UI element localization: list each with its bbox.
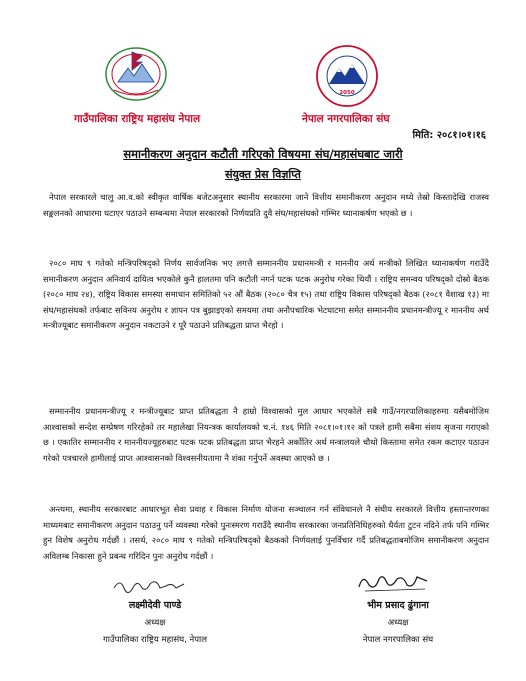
right-org-name: नेपाल नगरपालिका संघ (302, 113, 390, 125)
signatory-name: लक्ष्मीदेवी पाण्डे (128, 600, 182, 611)
village-federation-logo (104, 44, 168, 104)
left-signatory (80, 598, 230, 645)
paragraph-3: सम्माननीय प्रधानमन्त्रीज्यू र मन्त्रीज्यूबाट प्राप्त प्रतिबद्धता नै हाम्रो विश्वासको मुल आधार भएकोले सबै गाउँ/नगरपालिकाहरुमा यसैबमोजिम आश्वासको सन्देश सम्प्रेषण गरिरहेको तर महालेखा नियन्त्रक कार्यालयको च.नं. १४६ मिति २०८१।०१।१२ को पत्रले हामी सबैमा संशय सृजना गराएको छ । एकातिर सम्माननीय र माननीयज्यूहरुबाट पटक पटक प्रतिबद्धता प्राप्त भैरहने अर्कोतिर अर्थ मन्त्रालयले चौथो किस्तामा समेत रकम कटाएर पठाउन गरेको पत्रचारले हामीलाई प्राप्त आश्वासनको विश्वसनीयतामा नै शंका गर्नुपर्ने अवस्था आएको छ । (43, 406, 489, 463)
signatory-org: नेपाल नगरपालिका संघ (362, 635, 434, 645)
logo-year-text: 2050 (339, 90, 355, 96)
right-signature-mark (355, 569, 435, 595)
paragraph-4: अन्त्यमा, स्थानीय सरकारबाट आधारभूत सेवा प्रवाह र विकास निर्माण योजना सञ्चालन गर्न संविधानले नै संघीय सरकारले वित्तीय हस्तान्तरणका माध्यमबाट समानीकरण अनुदान पठाउनु पर्ने व्यवस्था गरेको पुनःस्मरण गराउँदै स्थानीय सरकारका जनप्रतिनिधिहरुको धैर्यता टुटन नदिने तर्फ पनि गम्भिर हुन विशेष अनुरोध गर्दछौं । तसर्थ, २०८० माघ ९ गतेको मन्त्रिपरिषद्को बैठकको निर्णयलाई पुनर्विचार गर्दै प्रतिबद्धताबमोजिम समानीकरण अनुदान अविलम्ब निकासा हुने प्रबन्ध गरिदिन पुनः अनुरोध गर्दछौं । (43, 504, 489, 561)
paragraph-1: नेपाल सरकारले चालु आ.व.को स्वीकृत वार्षिक बजेटअनुसार स्थानीय सरकारमा जाने वित्तीय समानीकरण अनुदान मध्ये तेस्रो किस्तादेखि राजस्व सङ्कलनको आधारमा घटाएर पठाउने सम्बन्धमा नेपाल सरकारको निर्णयप्रति दुवै संघ/महासंघको गम्भिर ध्यानाकर्षण भएको छ । (43, 192, 489, 218)
right-signatory (323, 598, 473, 645)
left-signature-mark (110, 574, 190, 596)
signatory-org: गाउँपालिका राष्ट्रिय महासंघ, नेपाल (102, 635, 208, 645)
signatory-title: अध्यक्ष (144, 618, 166, 628)
municipal-association-logo (314, 44, 380, 108)
document-subtitle: संयुक्त प्रेस विज्ञप्ति (225, 168, 301, 181)
signatory-title: अध्यक्ष (387, 618, 409, 628)
document-title: समानीकरण अनुदान कटौती गरिएको विषयमा संघ/महासंघबाट जारी (123, 147, 403, 161)
signatory-name: भीम प्रसाद ढुंगाना (367, 600, 429, 611)
paragraph-2: २०८० माघ ९ गतेको मन्त्रिपरिषद्को निर्णय सार्वजनिक भए लगत्तै सम्माननीय प्रधानमन्त्री र माननीय अर्थ मन्त्रीको लिखित ध्यानाकर्षण गराउँदै समानीकरण अनुदान अनिवार्य दायित्व भएकोले कुनै हालतमा पनि कटौती नगर्न पटक पटक अनुरोध गरेका थियौं । राष्ट्रिय समन्वय परिषद्को दोस्रो बैठक (२०८० माघ २४), राष्ट्रिय विकास समस्या समाधान समितिको ५२ औं बैठक (२०८० चैत्र १५) तथा राष्ट्रिय विकास परिषद्को बैठक (२०८१ वैशाख १३) मा संघ/महासंघको तर्फबाट सविनय अनुरोध र ज्ञापन पत्र बुझाइएको समयमा तथा अनौपचारिक भेटघाटमा समेत सम्माननीय प्रधानमन्त्रीज्यू र माननीय अर्थ मन्त्रीज्यूबाट समानीकरण अनुदान नकटाउने र पूरै पठाउने प्रतिबद्धता प्राप्त भैरहो । (43, 258, 489, 331)
left-org-name: गाउँपालिका राष्ट्रिय महासंघ नेपाल (74, 113, 201, 125)
date-line: मिति: २०८१।०१।१६ (412, 130, 486, 141)
